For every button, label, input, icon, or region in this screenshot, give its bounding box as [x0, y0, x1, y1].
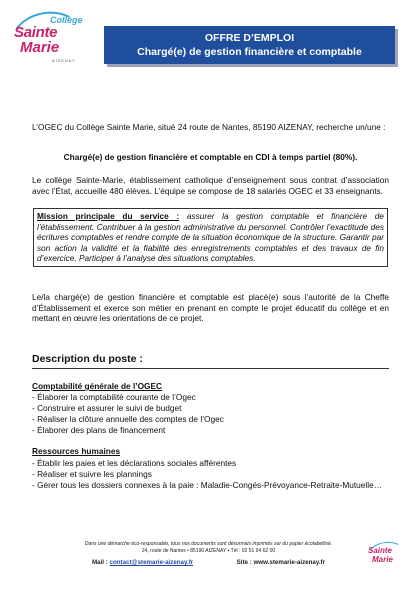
- banner-subtitle: Chargé(e) de gestion financière et comptable: [137, 46, 362, 58]
- intro-paragraph: L’OGEC du Collège Sainte Marie, situé 24 route de Nantes, 85190 AIZENAY, recherche un/une :: [32, 122, 386, 132]
- list-item: - Établir les paies et les déclarations sociales afférentes: [32, 458, 237, 468]
- footer-eco-note: Dans une démarche éco-responsable, tous nos documents sont désormais imprimés sur du papier écolabellisé.: [84, 541, 333, 547]
- title-banner: [104, 26, 395, 64]
- school-logo: [10, 6, 86, 68]
- logo-tagline: AIZENAY: [52, 58, 76, 63]
- description-heading: Description du poste :: [32, 353, 389, 369]
- list-item: - Réaliser la clôture annuelle des comptes de l’Ogec: [32, 414, 224, 424]
- footer-mail-label: Mail :: [91, 559, 110, 566]
- list-item: - Gérer tous les dossiers connexes à la paie : Maladie-Congés-Prévoyance-Retraite-Mutuelle…: [32, 480, 383, 490]
- footer-logo-line1: Sainte: [368, 546, 393, 555]
- authority-paragraph: Le/la chargé(e) de gestion financière et comptable est placé(e) sous l’autorité de la Cheffe d’Établissement et exerce son métier en prenant en compte le projet éducatif du collège et en mettant en œuvre les orientations de ce projet.: [32, 292, 389, 324]
- footer-logo: [366, 540, 408, 574]
- footer-logo-line2: Marie: [372, 555, 393, 564]
- college-description: Le collège Sainte-Marie, établissement catholique d’enseignement sous contrat d’association avec l’État, accueille 480 élèves. L’équipe se compose de 18 salariés OGEC et 33 enseignants.: [32, 175, 389, 196]
- footer-mail-link[interactable]: contact@stemarie-aizenay.fr: [109, 559, 194, 566]
- mission-label: Mission principale du service :: [37, 211, 180, 221]
- section-accounting-title: Comptabilité générale de l’OGEC: [32, 381, 163, 391]
- section-hr-title: Ressources humaines: [32, 446, 121, 456]
- footer-address: 24, route de Nantes • 85190 AIZENAY • Tél : 02 51 94 62 00: [141, 548, 276, 554]
- logo-line2: Marie: [20, 39, 60, 56]
- logo-line1: Sainte: [14, 24, 58, 41]
- banner-title: OFFRE D’EMPLOI: [204, 32, 295, 44]
- logo-college: Collège: [50, 15, 83, 25]
- list-item: - Élaborer des plans de financement: [32, 425, 166, 435]
- list-item: - Réaliser et suivre les plannings: [32, 469, 152, 479]
- footer-contacts: [0, 559, 417, 566]
- mission-text: assurer la gestion comptable et financière de l’établissement. Contribuer à la gestion administrative du personnel. Contrôler l’exactitude des écritures comptables et rendre compte de la situation économique de la structure. Garantir par son action la validité et la fiabilité des enregistrements comptables et des travaux de fin d’exercice. Participer à l’analyse des situations comptables.: [37, 211, 385, 264]
- list-item: - Élaborer la comptabilité courante de l’Ogec: [32, 392, 196, 402]
- position-title: Chargé(e) de gestion financière et comptable en CDI à temps partiel (80%).: [63, 152, 358, 162]
- hr-list: [32, 458, 389, 491]
- accounting-list: [32, 392, 389, 436]
- mission-box: [33, 208, 388, 267]
- footer-site: Site : www.stemarie-aizenay.fr: [236, 559, 326, 566]
- list-item: - Construire et assurer le suivi de budget: [32, 403, 182, 413]
